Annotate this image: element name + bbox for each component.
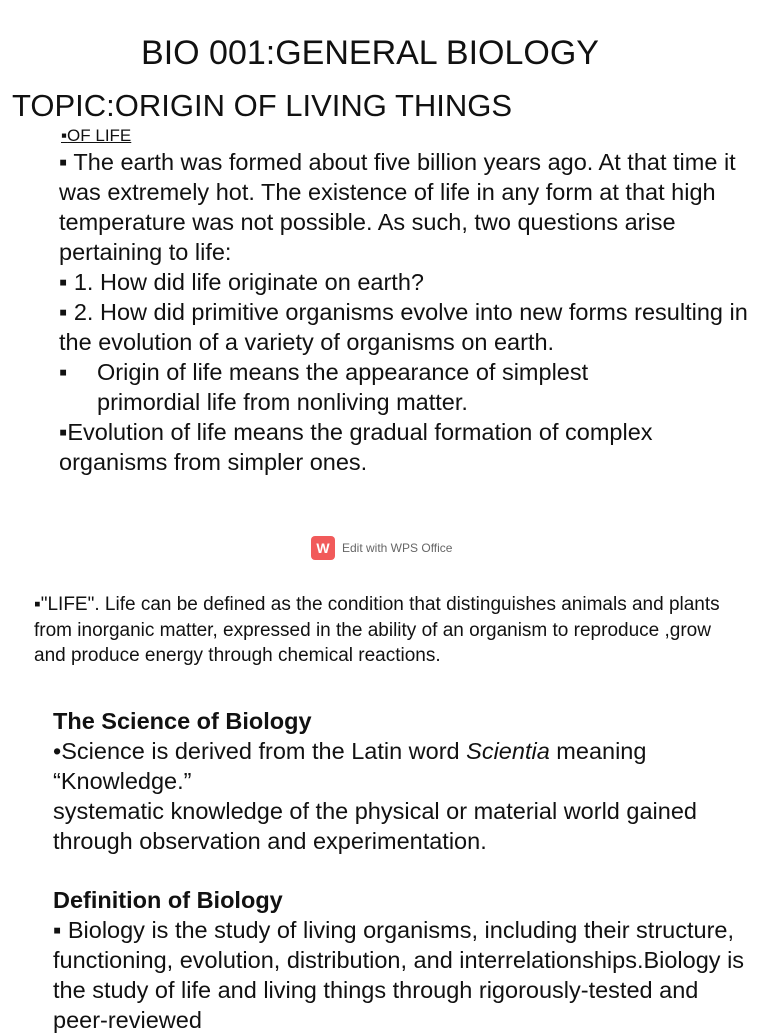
bullet-icon: ▪	[59, 359, 68, 385]
evolution-of-life-definition: ▪Evolution of life means the gradual formation of complex organisms from simpler ones.	[59, 419, 653, 475]
science-of-biology-body	[53, 736, 753, 856]
wps-logo-icon: W	[311, 536, 335, 560]
science-etymology-post: meaning “Knowledge.”	[53, 738, 647, 794]
science-latin-word: Scientia	[466, 738, 550, 764]
question-2: ▪ 2. How did primitive organisms evolve into new forms resulting in the evolution of a variety of organisms on earth.	[59, 299, 748, 355]
section-label-text: OF LIFE	[67, 126, 132, 145]
life-definition	[34, 592, 734, 669]
topic-heading: TOPIC:ORIGIN OF LIVING THINGS	[12, 88, 513, 123]
science-definition: systematic knowledge of the physical or material world gained through observation and experimentation.	[53, 798, 697, 854]
origin-line-1	[59, 357, 749, 387]
life-word: LIFE	[47, 594, 88, 615]
paragraph-earth-formed: ▪ The earth was formed about five billion years ago. At that time it was extremely hot. The existence of life in any form at that high temperature was not possible. As such, two questions arise pertaining to life:	[59, 149, 736, 265]
origin-line-2: primordial life from nonliving matter.	[97, 389, 468, 415]
origin-line-1-text: Origin of life means the appearance of simplest	[97, 359, 589, 385]
science-etymology	[53, 736, 753, 796]
origin-of-life-definition	[59, 357, 749, 417]
life-prefix: ▪"	[34, 594, 48, 615]
section-label-bullet: ▪	[61, 126, 68, 145]
definition-of-biology-body: ▪ Biology is the study of living organisms, including their structure, functioning, evolution, distribution, and interrelationships.Biology is the study of life and living things through rigorously-tested and peer-reviewed	[53, 917, 745, 1033]
definition-of-biology-heading: Definition of Biology	[53, 887, 283, 913]
page-title: BIO 001:GENERAL BIOLOGY	[141, 34, 599, 72]
section-label	[61, 125, 131, 147]
question-1: ▪ 1. How did life originate on earth?	[59, 269, 424, 295]
science-etymology-pre: •Science is derived from the Latin word	[53, 738, 467, 764]
life-text: ". Life can be defined as the condition that distinguishes animals and plants from inorganic matter, expressed in the ability of an organism to reproduce ,grow and produce energy through chemical reactions.	[34, 594, 720, 666]
wps-edit-link[interactable]	[311, 536, 452, 560]
wps-edit-label: Edit with WPS Office	[342, 541, 453, 555]
science-of-biology-heading: The Science of Biology	[53, 708, 312, 734]
